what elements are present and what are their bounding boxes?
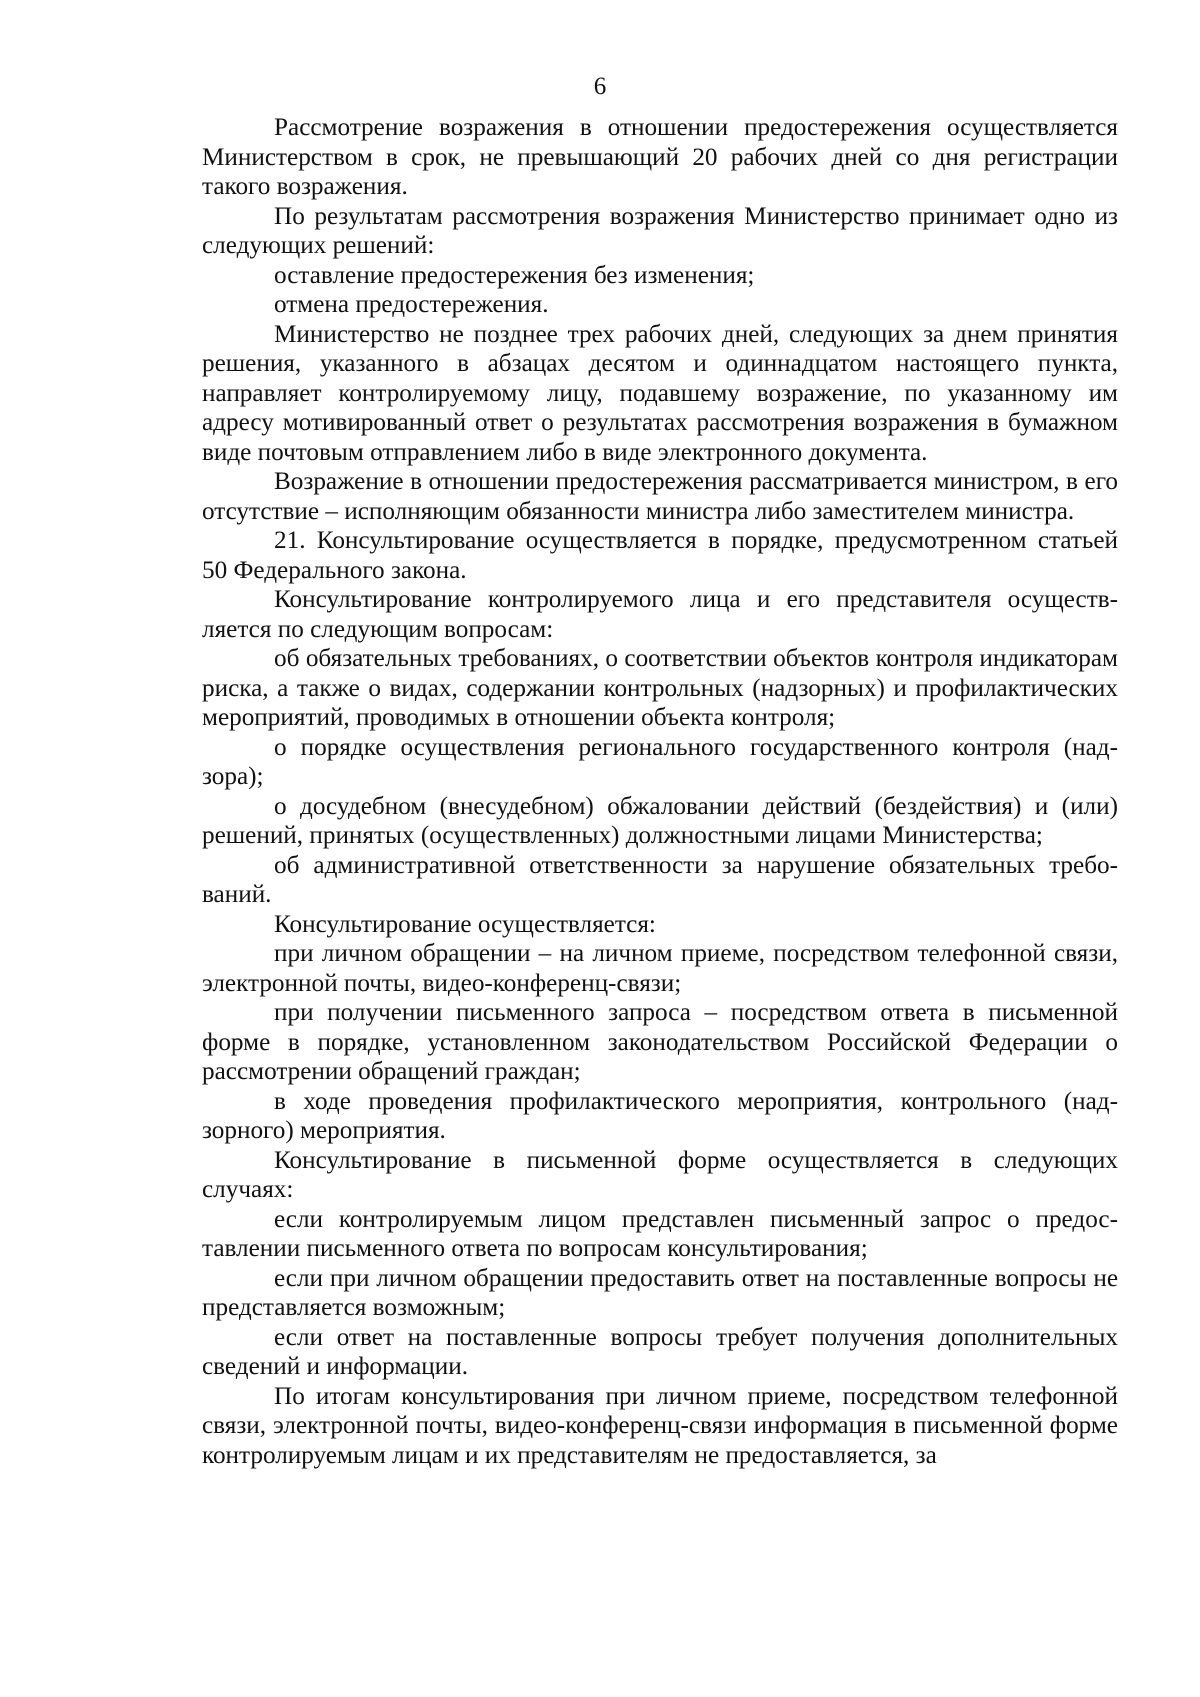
paragraph-case-no-answer: если при личном обращении предоставить ответ на поставленные вопросы не представляется возможным; bbox=[202, 1264, 1118, 1321]
paragraph-case-extra-info: если ответ на поставленные вопросы требует получения дополнительных сведений и информации. bbox=[202, 1323, 1118, 1380]
paragraph-consulting-order: 21. Консультирование осуществляется в порядке, предусмотренном статьей 50 Федерального закона. bbox=[202, 527, 1118, 584]
paragraph-answer-sending: Министерство не позднее трех рабочих дней, следующих за днем принятия решения, указанного в абзацах десятом и одиннадцатом настоящего пункта, направляет контролируемому лицу, подавшему возражение, по указанному им адресу мотивированный ответ о результатах рассмотрения возражения в бумажном виде почтовым отправлением либо в виде электронного документа. bbox=[202, 320, 1118, 466]
paragraph-objection-reviewer: Возражение в отношении предостережения рассматривается министром, в его отсутствие – исполняющим обязанности министра либо заместителем министра. bbox=[202, 468, 1118, 525]
paragraph-consulting-questions: Консультирование контролируемого лица и его представителя осуществляется по следующим вопросам: bbox=[202, 586, 1118, 643]
paragraph-written-cases: Консультирование в письменной форме осуществляется в следующих случаях: bbox=[202, 1146, 1118, 1203]
paragraph-decision-cancel: отмена предостережения. bbox=[274, 291, 549, 318]
paragraph-question-requirements: об обязательных требованиях, о соответствии объектов контроля индикаторам риска, а также о видах, содержании контрольных (надзорных) и профилактических мероприятий, проводимых в отношении объекта контроля; bbox=[202, 645, 1118, 731]
paragraph-decision-keep: оставление предостережения без изменения; bbox=[274, 261, 755, 289]
paragraph-method-personal: при личном обращении – на личном приеме, посредством телефонной связи, электронной почты, видео-конференц-связи; bbox=[202, 940, 1118, 997]
paragraph-objection-decisions: По результатам рассмотрения возражения Министерство принимает одно из следующих решений: bbox=[202, 202, 1118, 259]
document-body bbox=[202, 113, 1118, 1470]
paragraph-question-control-procedure: о порядке осуществления регионального государственного контроля (надзора); bbox=[202, 733, 1118, 790]
page-number: 6 bbox=[593, 73, 607, 100]
paragraph-method-during-event: в ходе проведения профилактического мероприятия, контрольного (надзорного) мероприятия. bbox=[202, 1087, 1118, 1144]
paragraph-objection-review-term: Рассмотрение возражения в отношении предостережения осуществляется Министерством в срок, не превышающий 20 рабочих дней со дня регистрации такого возражения. bbox=[202, 114, 1118, 200]
paragraph-consulting-results: По итогам консультирования при личном приеме, посредством телефонной связи, электронной почты, видео-конференц-связи информация в письменной форме контролируемым лицам и их представителям не предоставляется, за bbox=[202, 1382, 1118, 1469]
paragraph-case-written-request: если контролируемым лицом представлен письменный запрос о предоставлении письменного ответа по вопросам консультирования; bbox=[202, 1205, 1118, 1262]
paragraph-method-written: при получении письменного запроса – посредством ответа в письменной форме в порядке, установленном законодательством Российской Федерации о рассмотрении обращений граждан; bbox=[202, 999, 1118, 1085]
paragraph-question-liability: об административной ответственности за нарушение обязательных требований. bbox=[202, 851, 1118, 908]
paragraph-consulting-methods: Консультирование осуществляется: bbox=[274, 910, 656, 938]
paragraph-question-appeal: о досудебном (внесудебном) обжаловании действий (бездействия) и (или) решений, принятых (осуществленных) должностными лицами Министерства; bbox=[202, 792, 1118, 849]
